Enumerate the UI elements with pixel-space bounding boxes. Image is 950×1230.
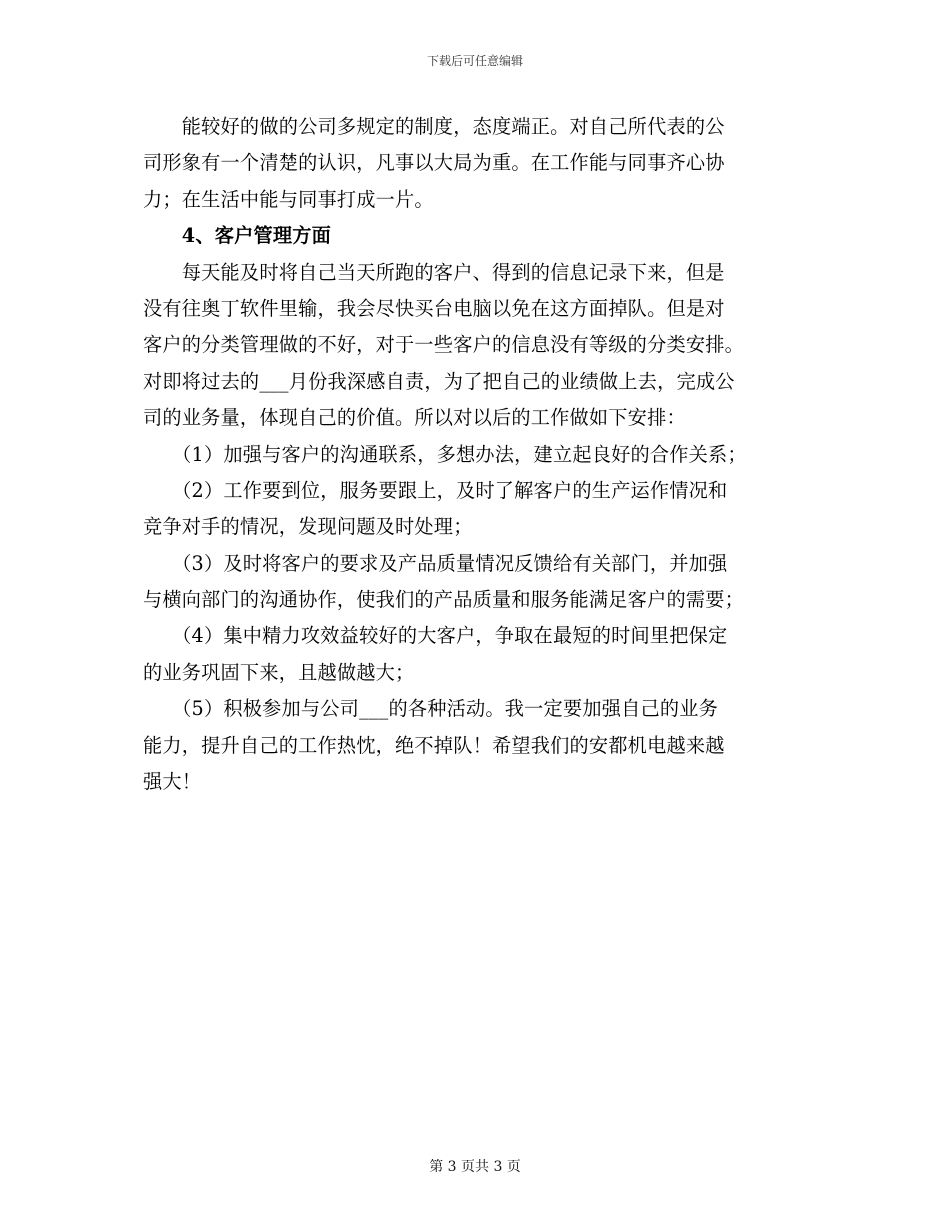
list-item-1: （1）加强与客户的沟通联系，多想办法，建立起良好的合作关系；	[143, 442, 747, 466]
text-line: 没有往奥丁软件里输，我会尽快买台电脑以免在这方面掉队。但是对	[143, 296, 725, 320]
text-line: 客户的分类管理做的不好，对于一些客户的信息没有等级的分类安排。	[143, 333, 745, 357]
text-line: 的业务巩固下来，且越做越大；	[143, 660, 415, 684]
text-line: 每天能及时将自己当天所跑的客户、得到的信息记录下来，但是	[143, 260, 725, 284]
text-line: 与横向部门的沟通协作，使我们的产品质量和服务能满足客户的需要；	[143, 588, 745, 612]
text-line: 竞争对手的情况，发现问题及时处理；	[143, 515, 473, 539]
page-number: 第 3 页共 3 页	[429, 1159, 521, 1175]
list-item-5: （5）积极参加与公司___的各种活动。我一定要加强自己的业务	[143, 697, 719, 721]
page-header: 下载后可任意编辑	[426, 54, 523, 68]
text-line: 司形象有一个清楚的认识，凡事以大局为重。在工作能与同事齐心协	[143, 151, 725, 175]
list-item-4: （4）集中精力攻效益较好的大客户，争取在最短的时间里把保定	[143, 624, 728, 648]
section-heading: 4、客户管理方面	[143, 224, 332, 248]
list-item-2: （2）工作要到位，服务要跟上，及时了解客户的生产运作情况和	[143, 478, 728, 502]
text-line: 对即将过去的___月份我深感自责，为了把自己的业绩做上去，完成公	[143, 369, 735, 393]
list-item-3: （3）及时将客户的要求及产品质量情况反馈给有关部门，并加强	[143, 551, 728, 575]
text-line: 强大！	[143, 770, 202, 794]
document-body	[143, 109, 813, 800]
text-line: 能力，提升自己的工作热忱，绝不掉队！希望我们的安都机电越来越	[143, 733, 725, 757]
text-line: 力；在生活中能与同事打成一片。	[143, 187, 434, 211]
text-line: 能较好的做的公司多规定的制度，态度端正。对自己所代表的公	[143, 115, 725, 138]
text-line: 司的业务量，体现自己的价值。所以对以后的工作做如下安排：	[143, 406, 686, 430]
